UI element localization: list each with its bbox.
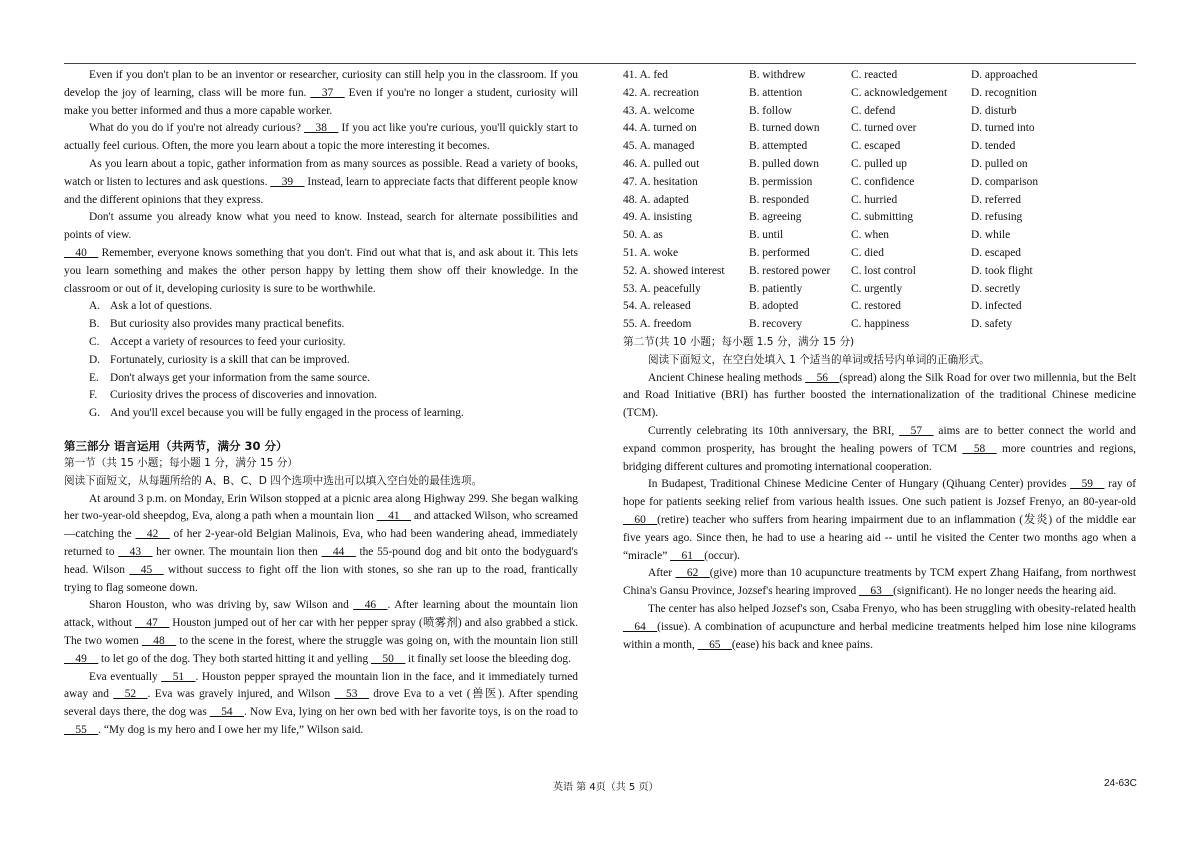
answer-choice[interactable]: B. agreeing (749, 211, 802, 224)
left-column (64, 67, 578, 740)
answer-choice[interactable]: 51. A. woke (623, 246, 679, 259)
blank-57[interactable]: __57__ (899, 424, 934, 437)
answer-choice[interactable]: B. permission (749, 175, 813, 188)
answer-row (623, 263, 1136, 281)
answer-row (623, 245, 1136, 263)
answer-row (623, 174, 1136, 192)
cloze-paragraph: At around 3 p.m. on Monday, Erin Wilson stopped at a picnic area along Highway 299. She began walking her two-year-old sheepdog, Eva, along a path when a mountain lion __41__ and attacked Wilson, who screamed—catching the __42__ of her 2-year-old Belgian Malinois, Eva, who had been wandering ahead, immediately returned to __43__ her owner. The mountain lion then __44__ the 55-pound dog and bit onto the bodyguard's head. Wilson __45__ without success to fight off the lion with stones, so she ran up to the road, frantically trying to flag someone down. (64, 492, 578, 594)
answer-choice[interactable]: C. died (851, 246, 884, 259)
option-item[interactable]: B. But curiosity also provides many practical benefits. (89, 318, 345, 331)
option-item[interactable]: E. Don't always get your information from the same source. (89, 371, 370, 384)
section1-title: 第一节（共 15 小题；每小题 1 分，满分 15 分） (64, 456, 298, 469)
grammar-paragraph: Ancient Chinese healing methods __56__(spread) along the Silk Road for over two millennia, but the Belt and Road Initiative (BRI) has further boosted the internationalization of the traditional Chinese medicine (TCM). (623, 371, 1136, 420)
blank-51[interactable]: __51__ (161, 670, 196, 683)
answer-row (623, 103, 1136, 121)
passage-paragraph: As you learn about a topic, gather information from as many sources as possible. Read a variety of books, watch or listen to lectures and ask questions. __39__ Instead, learn to appreciate facts that different people know and the different opinions that they express. (64, 157, 578, 206)
answer-choice[interactable]: C. pulled up (851, 157, 908, 170)
option-item[interactable]: F. Curiosity drives the process of discoveries and innovation. (89, 389, 377, 402)
blank-58[interactable]: __58__ (962, 442, 997, 455)
exam-code: 24-63C (1104, 778, 1137, 789)
answer-choice[interactable]: B. until (749, 229, 784, 242)
answer-choice[interactable]: B. performed (749, 246, 810, 259)
answer-choice[interactable]: C. hurried (851, 193, 898, 206)
option-item[interactable]: G. And you'll excel because you will be fully engaged in the process of learning. (89, 407, 464, 420)
blank-39[interactable]: __39__ (270, 175, 305, 188)
answer-choice[interactable]: C. urgently (851, 282, 903, 295)
cloze-paragraph: Sharon Houston, who was driving by, saw Wilson and __46__. After learning about the mountain lion attack, without __47__ Houston jumped out of her car with her pepper spray (喷雾剂) and also grabbed a stick. The two women __48__ to the scene in the forest, where the struggle was going on, with the mountain lion still __49__ to let go of the dog. They both started hitting it and yelling __50__ it finally set loose the bleeding dog. (64, 597, 578, 668)
answer-choice[interactable]: 52. A. showed interest (623, 264, 725, 277)
answer-choice[interactable]: B. pulled down (749, 157, 819, 170)
answer-choice[interactable]: C. submitting (851, 211, 914, 224)
blank-61[interactable]: __61__ (670, 549, 705, 562)
option-item[interactable]: A. Ask a lot of questions. (89, 300, 213, 313)
answer-row (623, 156, 1136, 174)
answer-choice[interactable]: C. turned over (851, 122, 917, 135)
blank-62[interactable]: __62__ (675, 567, 710, 580)
answer-choice[interactable]: C. when (851, 229, 889, 242)
blank-53[interactable]: __53__ (334, 688, 369, 701)
passage-paragraph: Even if you don't plan to be an inventor or researcher, curiosity can still help you in the classroom. If you develop the joy of learning, class will be more fun. __37__ Even if you're no longer a student, curiosity will make you better informed and thus a more capable worker. (64, 69, 578, 117)
grammar-paragraph: After __62__(give) more than 10 acupuncture treatments by TCM expert Zhang Haifang, from northwest China's Gansu Province, Jozsef's hearing improved __63__(significant). He no longer needs the hearing aid. (623, 565, 1136, 601)
answer-choice[interactable]: D. turned into (971, 122, 1035, 135)
answer-choice[interactable]: 46. A. pulled out (623, 157, 700, 170)
answer-choice[interactable]: D. secretly (971, 282, 1021, 295)
answer-choice[interactable]: D. infected (971, 300, 1022, 313)
answer-choice[interactable]: D. safety (971, 318, 1013, 331)
cloze-paragraph: Eva eventually __51__. Houston pepper sprayed the mountain lion in the face, and it immediately turned away and __52__. Eva was gravely injured, and Wilson __53__ drove Eva to a vet (兽医). After spending several days there, the dog was __54__. Now Eva, lying on her own bed with her favorite toys, is on the road to __55__. “My dog is my hero and I owe her my life,” Wilson said. (64, 669, 578, 740)
blank-44[interactable]: __44__ (321, 545, 356, 558)
answer-choice[interactable]: D. disturb (971, 104, 1017, 117)
part3-title: 第三部分 语言运用（共两节，满分 30 分） (64, 438, 288, 453)
answer-options-table (623, 67, 1136, 334)
answer-choice[interactable]: B. attempted (749, 140, 808, 153)
answer-row (623, 316, 1136, 334)
section1-instructions: 阅读下面短文，从每题所给的 A、B、C、D 四个选项中选出可以填入空白处的最佳选项。 (64, 474, 483, 487)
blank-42[interactable]: __42__ (135, 528, 170, 541)
passage-paragraph: What do you do if you're not already curious? __38__ If you act like you're curious, you'll quickly start to actually feel curious. Often, the more you learn about a topic the more interesting it becomes. (64, 122, 578, 153)
answer-choice[interactable]: D. while (971, 229, 1011, 242)
blank-46[interactable]: __46__ (353, 599, 388, 612)
answer-choice[interactable]: 43. A. welcome (623, 104, 695, 117)
answer-choice[interactable]: 50. A. as (623, 229, 663, 242)
blank-41[interactable]: __41__ (376, 510, 411, 523)
blank-64[interactable]: __64__ (623, 620, 658, 633)
section2-instructions: 阅读下面短文，在空白处填入 1 个适当的单词或括号内单词的正确形式。 (648, 353, 990, 366)
blank-60[interactable]: __60__ (623, 513, 658, 526)
answer-choice[interactable]: 48. A. adapted (623, 193, 689, 206)
page-number: 英语 第 4页（共 5 页） (553, 782, 659, 793)
blank-40[interactable]: __40__ (64, 246, 99, 259)
answer-choice[interactable]: D. approached (971, 69, 1038, 81)
answer-choice[interactable]: 49. A. insisting (623, 211, 692, 224)
answer-choice[interactable]: D. pulled on (971, 157, 1028, 170)
answer-choice[interactable]: C. restored (851, 300, 901, 313)
answer-choice[interactable]: B. restored power (749, 264, 831, 277)
answer-row (623, 120, 1136, 138)
passage-paragraph: __40__ Remember, everyone knows something that you don't. Find out what that is, and ask about it. This lets you learn something and makes the other person happy by letting them show off their knowledge. In the classroom or out of it, developing curiosity is sure to be worthwhile. (64, 246, 578, 295)
grammar-paragraph: In Budapest, Traditional Chinese Medicine Center of Hungary (Qihuang Center) provides __59__ ray of hope for patients seeking relief from various health issues. One such patient is Jozsef Frenyo, an 80-year-old __60__(retire) teacher who suffers from hearing impairment due to an inflammation (发炎) of the middle ear five years ago. Since then, he had to use a hearing aid -- until he visited the Center two months ago when a “miracle” __61__(occur). (623, 476, 1136, 565)
answer-row (623, 227, 1136, 245)
answer-choice[interactable]: C. lost control (851, 264, 916, 277)
blank-65[interactable]: __65__ (697, 638, 732, 651)
answer-choice[interactable]: D. took flight (971, 264, 1033, 277)
answer-choice[interactable]: B. responded (749, 193, 810, 206)
blank-38[interactable]: __38__ (304, 122, 339, 135)
passage-paragraph: Don't assume you already know what you need to know. Instead, search for alternate possibilities and points of view. (64, 211, 578, 242)
answer-choice[interactable]: B. patiently (749, 282, 803, 295)
answer-choice[interactable]: 44. A. turned on (623, 122, 697, 135)
answer-choice[interactable]: D. tended (971, 140, 1016, 153)
answer-row (623, 67, 1136, 85)
answer-choice[interactable]: C. defend (851, 104, 896, 117)
answer-choice[interactable]: B. follow (749, 104, 793, 117)
answer-choice[interactable]: B. turned down (749, 122, 820, 135)
option-list (64, 298, 578, 423)
answer-choice[interactable]: B. recovery (749, 318, 803, 331)
blank-52[interactable]: __52__ (113, 688, 148, 701)
blank-54[interactable]: __54__ (209, 706, 244, 719)
answer-row (623, 85, 1136, 103)
blank-63[interactable]: __63__ (859, 585, 894, 598)
answer-choice[interactable]: C. reacted (851, 69, 898, 81)
blank-50[interactable]: __50__ (371, 652, 406, 665)
answer-choice[interactable]: 55. A. freedom (623, 318, 692, 331)
header-rule (64, 63, 1136, 64)
answer-choice[interactable]: D. recognition (971, 86, 1037, 99)
answer-choice[interactable]: 45. A. managed (623, 140, 695, 153)
answer-row (623, 138, 1136, 156)
grammar-paragraph: Currently celebrating its 10th anniversary, the BRI, __57__ aims are to better connect the world and expand common prosperity, has brought the healing powers of TCM __58__ more countries and regions, bridging different cultures and promoting international cooperation. (623, 424, 1137, 473)
answer-choice[interactable]: C. acknowledgement (851, 86, 948, 99)
right-column (623, 67, 1136, 654)
answer-choice[interactable]: 42. A. recreation (623, 86, 699, 99)
answer-choice[interactable]: D. escaped (971, 246, 1021, 259)
answer-choice[interactable]: D. refusing (971, 211, 1023, 224)
option-item[interactable]: D. Fortunately, curiosity is a skill that can be improved. (89, 353, 350, 366)
answer-choice[interactable]: 41. A. fed (623, 69, 668, 81)
section2-title: 第二节(共 10 小题；每小题 1.5 分，满分 15 分) (623, 335, 855, 348)
blank-49[interactable]: __49__ (64, 652, 99, 665)
answer-choice[interactable]: B. attention (749, 86, 803, 99)
answer-row (623, 192, 1136, 210)
blank-55[interactable]: __55__ (64, 723, 99, 736)
blank-43[interactable]: __43__ (118, 545, 153, 558)
answer-choice[interactable]: D. comparison (971, 175, 1039, 188)
answer-choice[interactable]: C. escaped (851, 140, 901, 153)
answer-row (623, 281, 1136, 299)
blank-56[interactable]: __56__ (805, 371, 840, 384)
blank-47[interactable]: __47__ (135, 617, 170, 630)
grammar-paragraph: The center has also helped Jozsef's son, Csaba Frenyo, who has been struggling with obesity-related health __64__(issue). A combination of acupuncture and herbal medicine treatments helped him lose nine kilograms within a month, __65__(ease) his back and knee pains. (623, 601, 1136, 654)
answer-choice[interactable]: 47. A. hesitation (623, 175, 698, 188)
answer-row (623, 298, 1136, 316)
answer-choice[interactable]: C. happiness (851, 318, 910, 331)
blank-48[interactable]: __48__ (141, 634, 177, 647)
answer-choice[interactable]: D. referred (971, 193, 1021, 206)
answer-choice[interactable]: B. withdrew (749, 69, 806, 81)
answer-choice[interactable]: C. confidence (851, 175, 915, 188)
answer-row (623, 209, 1136, 227)
answer-choice[interactable]: 53. A. peacefully (623, 282, 701, 295)
answer-choice[interactable]: 54. A. released (623, 300, 691, 313)
option-item[interactable]: C. Accept a variety of resources to feed your curiosity. (89, 335, 346, 348)
blank-45[interactable]: __45__ (129, 563, 164, 576)
blank-59[interactable]: __59__ (1070, 478, 1105, 491)
blank-37[interactable]: __37__ (310, 86, 345, 99)
answer-choice[interactable]: B. adopted (749, 300, 799, 313)
